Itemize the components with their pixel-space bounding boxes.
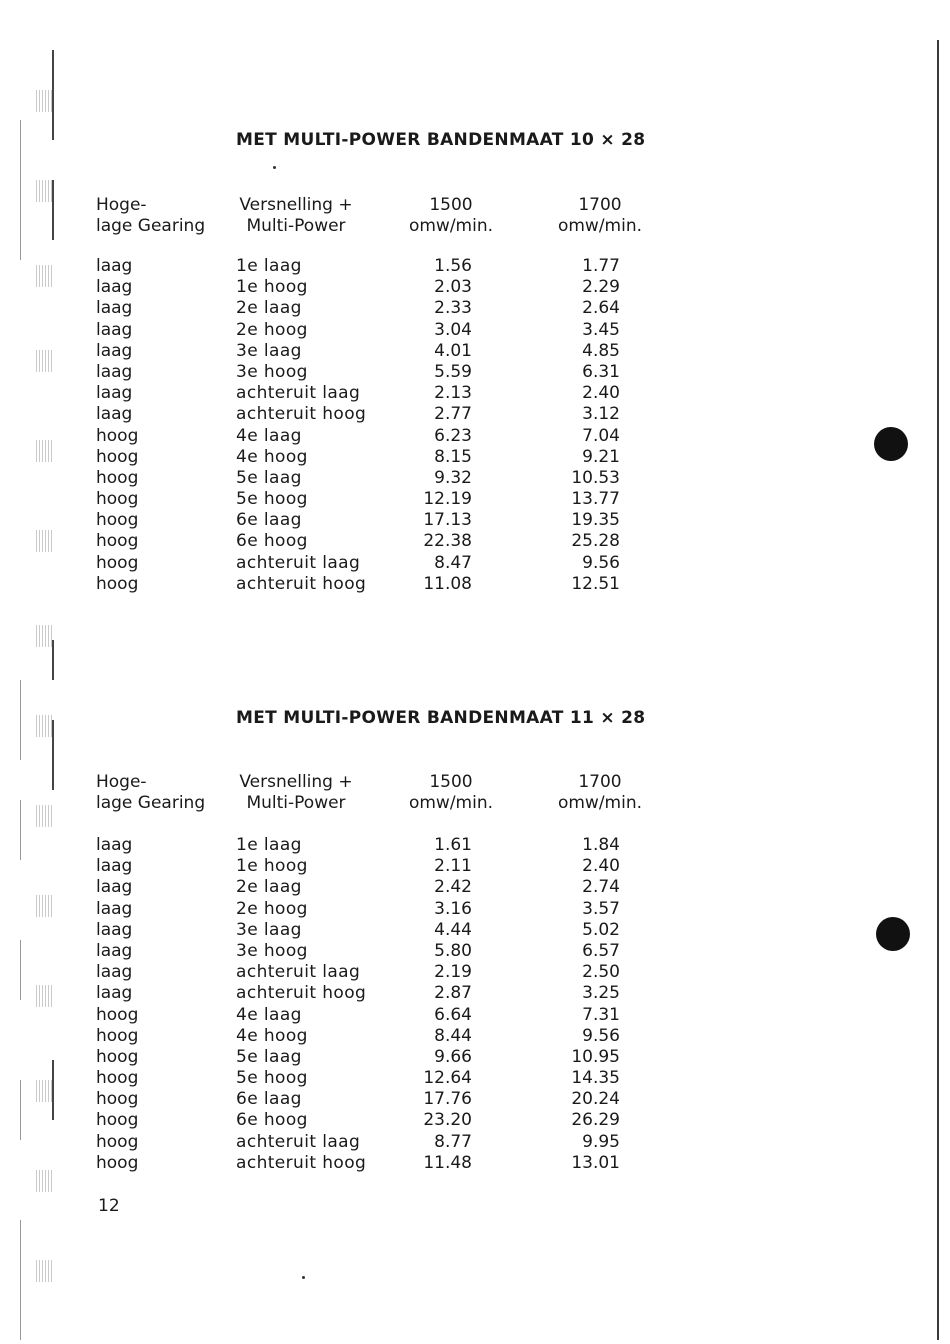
header-1500-line2: omw/min. xyxy=(408,216,494,236)
cell-gearing: laag xyxy=(96,962,133,983)
cell-versnelling: achteruit laag xyxy=(236,552,361,573)
table-row xyxy=(0,574,700,595)
cell-1700: 19.35 xyxy=(571,510,620,531)
binding-mark xyxy=(36,805,54,827)
cell-1700: 10.53 xyxy=(571,467,620,488)
cell-versnelling: 4e hoog xyxy=(236,446,308,467)
cell-versnelling: 1e laag xyxy=(236,835,302,855)
cell-gearing: hoog xyxy=(96,552,139,573)
cell-gearing: hoog xyxy=(96,1110,139,1131)
cell-gearing: laag xyxy=(96,404,133,425)
table-row xyxy=(0,553,700,574)
binding-tick xyxy=(20,680,21,760)
cell-1700: 2.74 xyxy=(582,877,620,898)
cell-versnelling: 1e hoog xyxy=(236,856,308,877)
table-row xyxy=(0,1089,700,1110)
punch-hole xyxy=(874,427,908,461)
cell-1700: 7.31 xyxy=(582,1004,620,1025)
cell-1700: 12.51 xyxy=(571,573,620,594)
cell-1700: 6.31 xyxy=(582,361,620,382)
header-1500 xyxy=(396,195,506,237)
speck xyxy=(273,166,276,169)
cell-gearing: laag xyxy=(96,856,133,877)
header-1500-line2: omw/min. xyxy=(408,793,494,813)
cell-versnelling: achteruit hoog xyxy=(236,1152,367,1173)
cell-versnelling: 5e hoog xyxy=(236,1068,308,1089)
cell-gearing: laag xyxy=(96,919,133,940)
table-row xyxy=(0,983,700,1004)
cell-versnelling: achteruit hoog xyxy=(236,573,367,594)
cell-gearing: laag xyxy=(96,383,133,404)
cell-versnelling: 4e laag xyxy=(236,425,302,446)
binding-tick xyxy=(20,1220,21,1340)
cell-1700: 9.95 xyxy=(582,1131,620,1152)
cell-gearing: laag xyxy=(96,361,133,382)
table-row xyxy=(0,531,700,552)
header-1500-line1: 1500 xyxy=(429,772,473,792)
cell-1700: 3.45 xyxy=(582,319,620,340)
cell-1700: 3.25 xyxy=(582,983,620,1004)
cell-1500: 2.19 xyxy=(434,962,472,983)
cell-gearing: hoog xyxy=(96,467,139,488)
cell-gearing: hoog xyxy=(96,1025,139,1046)
table-row xyxy=(0,320,700,341)
cell-1700: 2.50 xyxy=(582,962,620,983)
cell-1500: 2.77 xyxy=(434,404,472,425)
table-row xyxy=(0,877,700,898)
cell-gearing: laag xyxy=(96,983,133,1004)
header-gearing-line1: Hoge- xyxy=(96,195,147,215)
cell-versnelling: 5e hoog xyxy=(236,489,308,510)
cell-1500: 23.20 xyxy=(423,1110,472,1131)
cell-gearing: hoog xyxy=(96,446,139,467)
cell-1500: 2.03 xyxy=(434,277,472,298)
cell-gearing: laag xyxy=(96,940,133,961)
speck xyxy=(302,1276,305,1279)
cell-gearing: laag xyxy=(96,256,133,276)
cell-1500: 4.01 xyxy=(434,340,472,361)
section-title: MET MULTI-POWER BANDENMAAT 11 × 28 xyxy=(236,708,646,728)
table-row xyxy=(0,468,700,489)
cell-1500: 1.56 xyxy=(434,256,472,276)
cell-versnelling: 2e laag xyxy=(236,298,302,319)
cell-1500: 2.87 xyxy=(434,983,472,1004)
cell-gearing: laag xyxy=(96,898,133,919)
page-edge-rule xyxy=(937,40,939,1340)
cell-versnelling: 6e laag xyxy=(236,1089,302,1110)
table-row xyxy=(0,489,700,510)
cell-versnelling: 4e hoog xyxy=(236,1025,308,1046)
cell-1700: 25.28 xyxy=(571,531,620,552)
cell-1500: 11.48 xyxy=(423,1152,472,1173)
table-row xyxy=(0,426,700,447)
header-versnelling-line2: Multi-Power xyxy=(246,793,346,813)
table-row xyxy=(0,362,700,383)
table-row xyxy=(0,899,700,920)
header-1700-line1: 1700 xyxy=(578,772,622,792)
cell-gearing: hoog xyxy=(96,1046,139,1067)
table-row xyxy=(0,383,700,404)
cell-1500: 9.32 xyxy=(434,467,472,488)
cell-versnelling: achteruit laag xyxy=(236,1131,361,1152)
cell-1700: 2.29 xyxy=(582,277,620,298)
cell-gearing: hoog xyxy=(96,510,139,531)
table-row xyxy=(0,962,700,983)
cell-gearing: laag xyxy=(96,277,133,298)
cell-versnelling: 3e laag xyxy=(236,919,302,940)
cell-versnelling: 5e laag xyxy=(236,1046,302,1067)
header-versnelling-line1: Versnelling + xyxy=(239,772,353,792)
table-row xyxy=(0,404,700,425)
cell-1500: 5.80 xyxy=(434,940,472,961)
cell-versnelling: 3e hoog xyxy=(236,940,308,961)
cell-1700: 10.95 xyxy=(571,1046,620,1067)
cell-1500: 4.44 xyxy=(434,919,472,940)
cell-versnelling: 6e hoog xyxy=(236,531,308,552)
table-row xyxy=(0,1047,700,1068)
cell-1500: 6.64 xyxy=(434,1004,472,1025)
binding-mark xyxy=(36,180,54,202)
cell-1700: 3.12 xyxy=(582,404,620,425)
header-1500-line1: 1500 xyxy=(429,195,473,215)
cell-1700: 13.01 xyxy=(571,1152,620,1173)
cell-gearing: laag xyxy=(96,298,133,319)
cell-1500: 5.59 xyxy=(434,361,472,382)
section-title: MET MULTI-POWER BANDENMAAT 10 × 28 xyxy=(236,130,646,150)
cell-1500: 12.19 xyxy=(423,489,472,510)
table-row xyxy=(0,1153,700,1174)
cell-1700: 5.02 xyxy=(582,919,620,940)
header-gearing-line2: lage Gearing xyxy=(96,216,206,236)
cell-gearing: laag xyxy=(96,319,133,340)
cell-1500: 8.15 xyxy=(434,446,472,467)
cell-1700: 7.04 xyxy=(582,425,620,446)
table-row xyxy=(0,277,700,298)
header-1700-line2: omw/min. xyxy=(557,216,643,236)
table-row xyxy=(0,941,700,962)
header-1700 xyxy=(540,772,660,814)
cell-1500: 1.61 xyxy=(434,835,472,855)
table-body xyxy=(0,256,700,595)
table-row xyxy=(0,920,700,941)
cell-1700: 9.56 xyxy=(582,1025,620,1046)
cell-1500: 22.38 xyxy=(423,531,472,552)
cell-1500: 8.77 xyxy=(434,1131,472,1152)
table-row xyxy=(0,341,700,362)
cell-gearing: hoog xyxy=(96,1089,139,1110)
cell-1700: 1.77 xyxy=(582,256,620,276)
binding-mark xyxy=(36,90,54,112)
cell-1700: 9.56 xyxy=(582,552,620,573)
cell-1500: 6.23 xyxy=(434,425,472,446)
cell-gearing: hoog xyxy=(96,1004,139,1025)
cell-versnelling: achteruit laag xyxy=(236,383,361,404)
table-row xyxy=(0,1110,700,1131)
header-versnelling xyxy=(226,195,366,237)
binding-mark xyxy=(36,1260,54,1282)
cell-1700: 1.84 xyxy=(582,835,620,855)
cell-1500: 8.44 xyxy=(434,1025,472,1046)
cell-versnelling: 1e laag xyxy=(236,256,302,276)
cell-versnelling: 2e laag xyxy=(236,877,302,898)
table-body xyxy=(0,835,700,1174)
cell-versnelling: 5e laag xyxy=(236,467,302,488)
cell-gearing: laag xyxy=(96,877,133,898)
cell-gearing: hoog xyxy=(96,1068,139,1089)
table-row xyxy=(0,1026,700,1047)
cell-gearing: hoog xyxy=(96,573,139,594)
table-row xyxy=(0,856,700,877)
header-1700-line1: 1700 xyxy=(578,195,622,215)
table-row xyxy=(0,1005,700,1026)
cell-1700: 14.35 xyxy=(571,1068,620,1089)
header-gearing-line2: lage Gearing xyxy=(96,793,206,813)
cell-1500: 2.33 xyxy=(434,298,472,319)
cell-1500: 9.66 xyxy=(434,1046,472,1067)
cell-versnelling: 1e hoog xyxy=(236,277,308,298)
cell-versnelling: 2e hoog xyxy=(236,319,308,340)
cell-1500: 2.42 xyxy=(434,877,472,898)
cell-1700: 26.29 xyxy=(571,1110,620,1131)
header-gearing xyxy=(96,772,205,814)
cell-versnelling: achteruit laag xyxy=(236,962,361,983)
cell-1500: 2.13 xyxy=(434,383,472,404)
cell-1700: 4.85 xyxy=(582,340,620,361)
cell-versnelling: 6e laag xyxy=(236,510,302,531)
cell-gearing: hoog xyxy=(96,489,139,510)
cell-gearing: hoog xyxy=(96,1131,139,1152)
cell-gearing: laag xyxy=(96,835,133,855)
header-1700-line2: omw/min. xyxy=(557,793,643,813)
cell-gearing: hoog xyxy=(96,425,139,446)
page-number: 12 xyxy=(98,1196,120,1216)
binding-mark xyxy=(36,625,54,647)
header-1700 xyxy=(540,195,660,237)
cell-1500: 17.76 xyxy=(423,1089,472,1110)
table-row xyxy=(0,447,700,468)
cell-1500: 8.47 xyxy=(434,552,472,573)
cell-versnelling: achteruit hoog xyxy=(236,404,367,425)
cell-gearing: hoog xyxy=(96,531,139,552)
cell-gearing: hoog xyxy=(96,1152,139,1173)
cell-1500: 11.08 xyxy=(423,573,472,594)
table-row xyxy=(0,510,700,531)
header-versnelling-line2: Multi-Power xyxy=(246,216,346,236)
table-row xyxy=(0,256,700,277)
cell-1500: 17.13 xyxy=(423,510,472,531)
cell-1500: 2.11 xyxy=(434,856,472,877)
table-row xyxy=(0,1132,700,1153)
table-row xyxy=(0,835,700,856)
table-row xyxy=(0,298,700,319)
header-gearing-line1: Hoge- xyxy=(96,772,147,792)
cell-versnelling: 4e laag xyxy=(236,1004,302,1025)
cell-versnelling: 3e laag xyxy=(236,340,302,361)
header-versnelling xyxy=(226,772,366,814)
cell-1500: 3.16 xyxy=(434,898,472,919)
cell-1700: 2.40 xyxy=(582,383,620,404)
cell-1700: 2.64 xyxy=(582,298,620,319)
cell-versnelling: 2e hoog xyxy=(236,898,308,919)
cell-1500: 12.64 xyxy=(423,1068,472,1089)
cell-1700: 6.57 xyxy=(582,940,620,961)
header-gearing xyxy=(96,195,205,237)
table-row xyxy=(0,1068,700,1089)
binding-tick xyxy=(20,120,21,260)
cell-1500: 3.04 xyxy=(434,319,472,340)
cell-1700: 20.24 xyxy=(571,1089,620,1110)
cell-versnelling: 3e hoog xyxy=(236,361,308,382)
header-1500 xyxy=(396,772,506,814)
punch-hole xyxy=(876,917,910,951)
cell-1700: 3.57 xyxy=(582,898,620,919)
binding-mark xyxy=(36,715,54,737)
cell-gearing: laag xyxy=(96,340,133,361)
cell-1700: 13.77 xyxy=(571,489,620,510)
cell-1700: 9.21 xyxy=(582,446,620,467)
cell-versnelling: achteruit hoog xyxy=(236,983,367,1004)
cell-1700: 2.40 xyxy=(582,856,620,877)
cell-versnelling: 6e hoog xyxy=(236,1110,308,1131)
header-versnelling-line1: Versnelling + xyxy=(239,195,353,215)
